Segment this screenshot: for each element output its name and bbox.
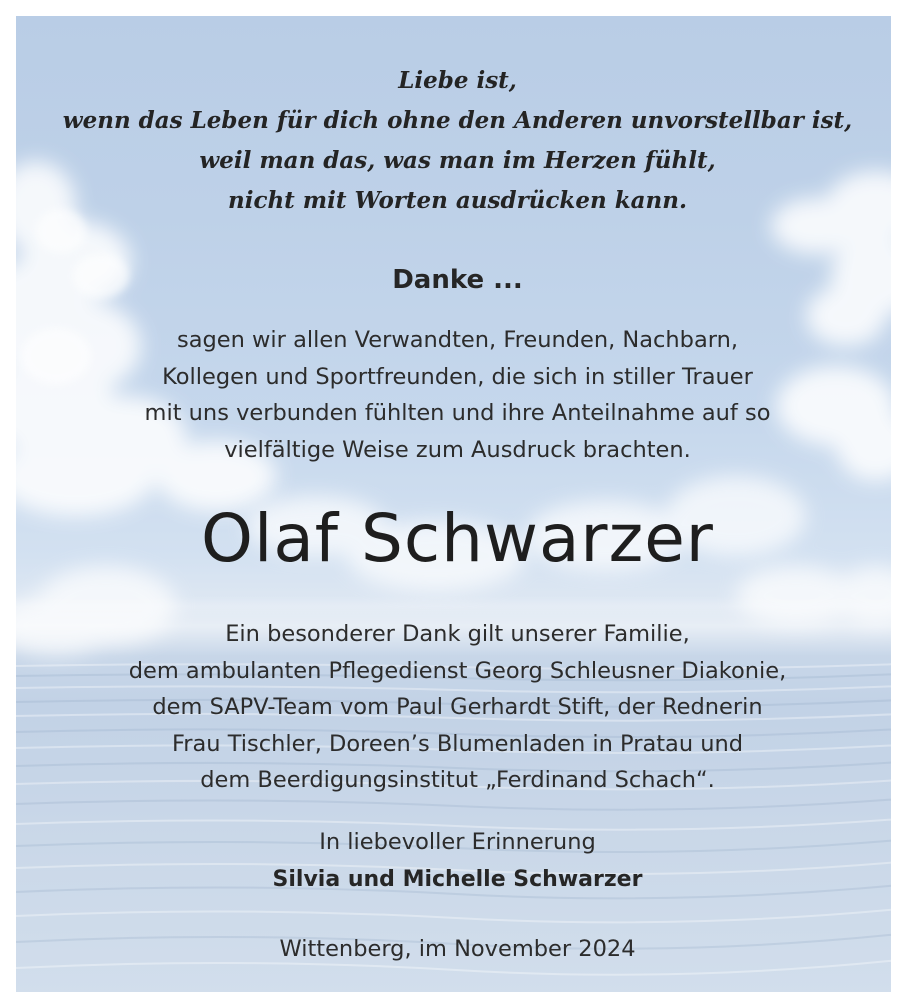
- signoff-names: Silvia und Michelle Schwarzer: [272, 867, 643, 892]
- quote-line: nicht mit Worten ausdrücken kann.: [227, 187, 687, 214]
- thanks-line: vielfältige Weise zum Ausdruck brachten.: [224, 436, 691, 463]
- thanks-line: Kollegen und Sportfreunden, die sich in stiller Trauer: [162, 363, 753, 390]
- special-thanks-line: dem SAPV-Team vom Paul Gerhardt Stift, der Rednerin: [152, 694, 763, 720]
- thanks-line: mit uns verbunden fühlten und ihre Anteilnahme auf so: [144, 400, 771, 426]
- thanks-text: [16, 322, 899, 468]
- special-thanks-line: Ein besonderer Dank gilt unserer Familie,: [225, 621, 690, 647]
- special-thanks-line: dem ambulanten Pflegedienst Georg Schleusner Diakonie,: [128, 657, 787, 684]
- signoff-intro: In liebevoller Erinnerung: [319, 829, 596, 855]
- special-thanks-line: dem Beerdigungsinstitut „Ferdinand Schach“.: [200, 767, 715, 793]
- deceased-name: Olaf Schwarzer: [201, 500, 714, 577]
- thanks-line: sagen wir allen Verwandten, Freunden, Nachbarn,: [176, 327, 739, 353]
- place-date: Wittenberg, im November 2024: [279, 936, 636, 962]
- special-thanks-text: [16, 616, 899, 799]
- quote-line: Liebe ist,: [398, 67, 517, 94]
- quote-line: weil man das, was man im Herzen fühlt,: [199, 147, 716, 174]
- quote-block: [16, 61, 899, 221]
- quote-line: wenn das Leben für dich ohne den Anderen unvorstellbar ist,: [62, 107, 853, 134]
- sky-sea-background: [16, 16, 899, 1000]
- thanks-heading: Danke ...: [392, 265, 523, 295]
- special-thanks-line: Frau Tischler, Doreen’s Blumenladen in Pratau und: [171, 730, 744, 757]
